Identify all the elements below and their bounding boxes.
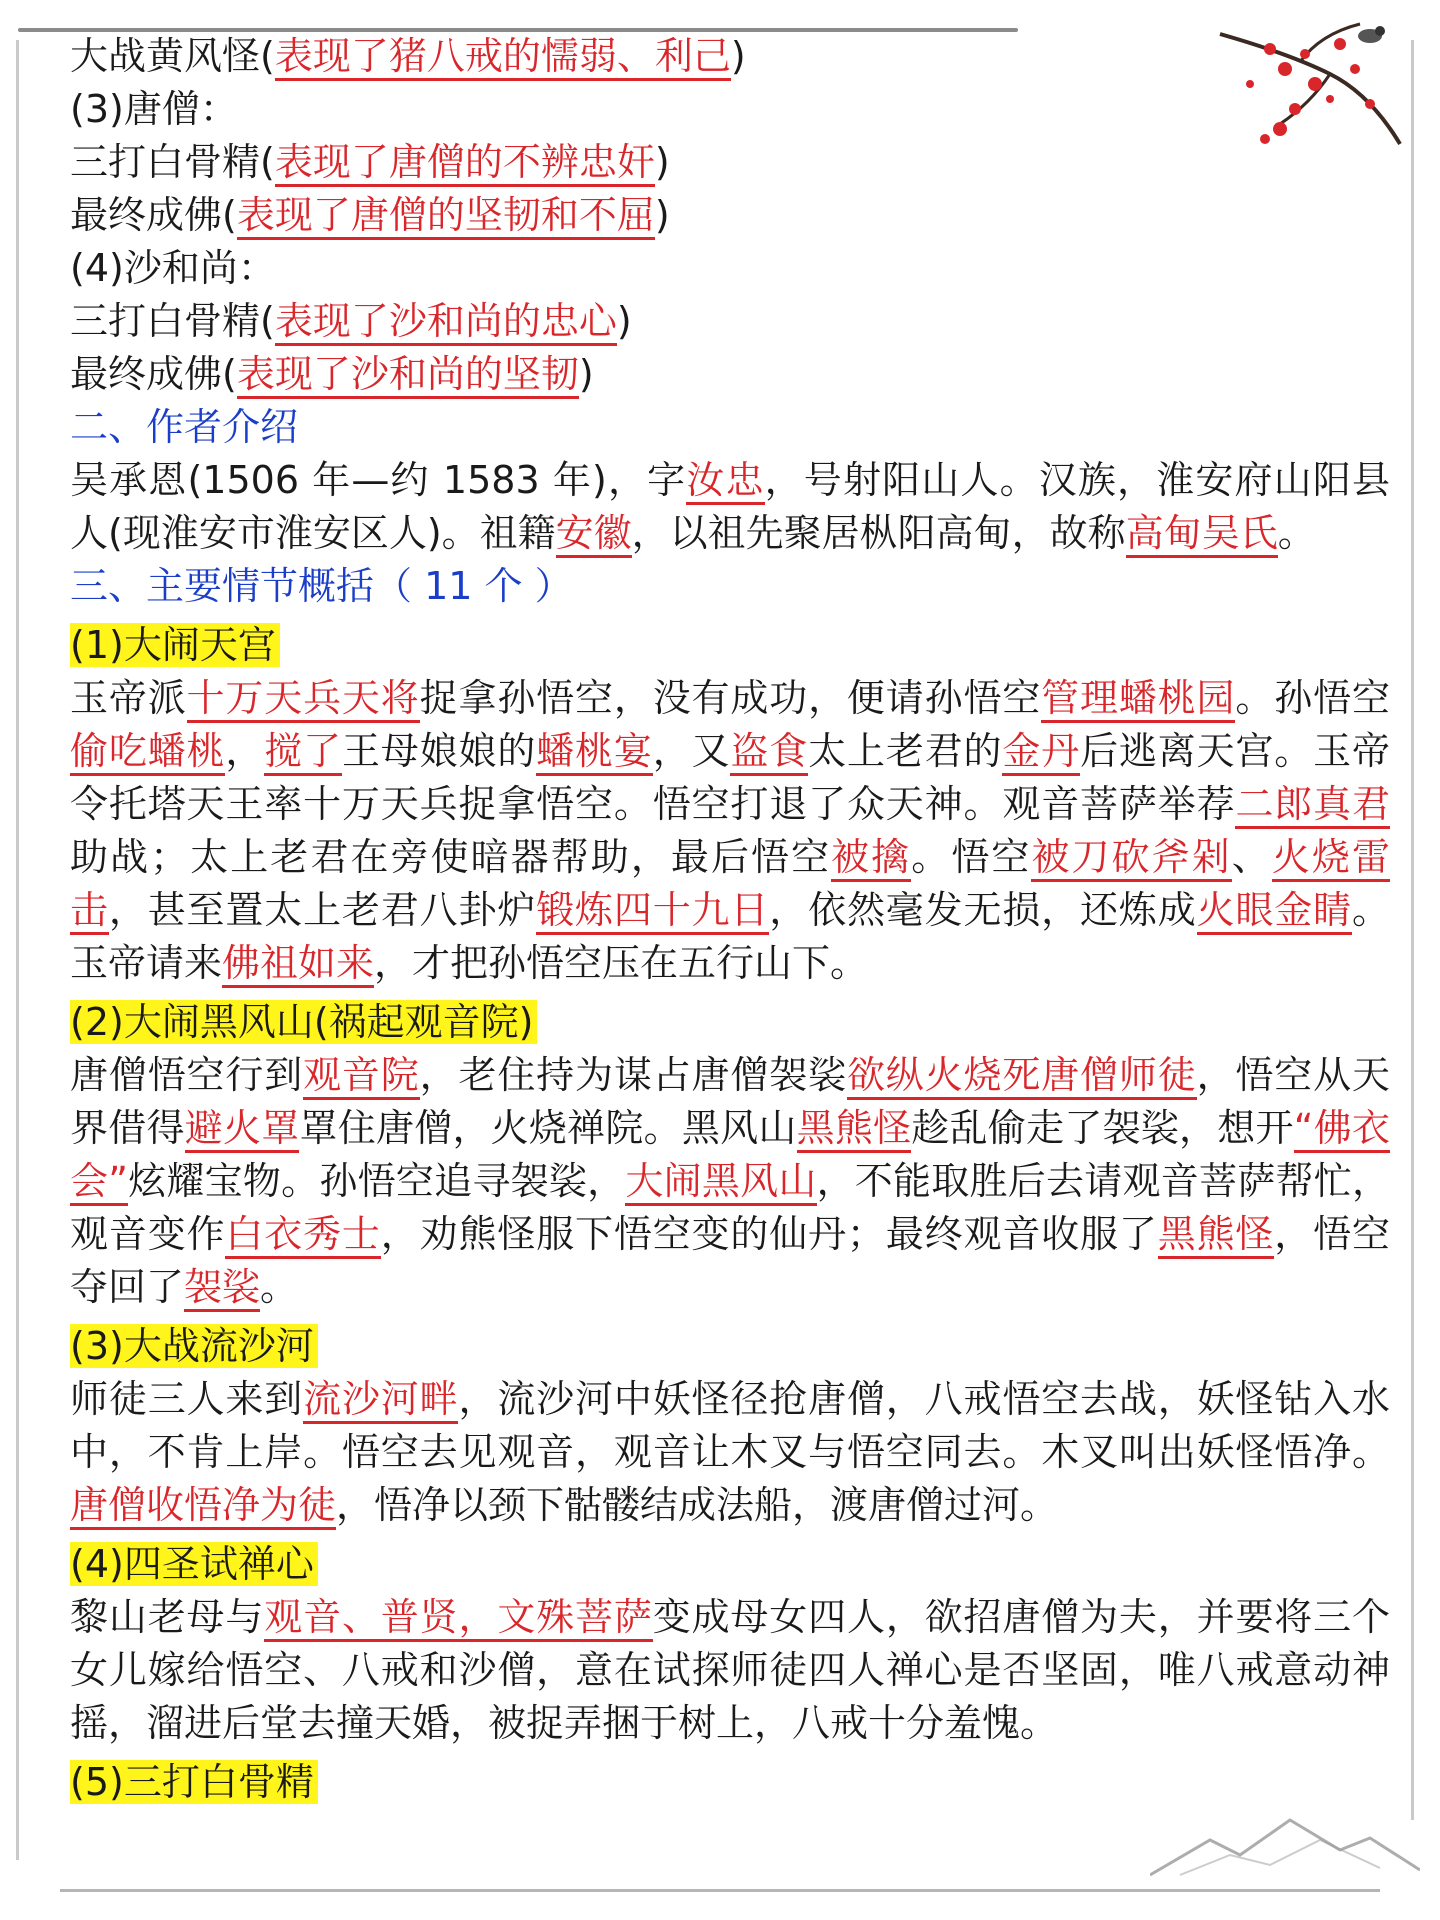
text: ) [578,352,594,396]
text: ，不能取胜后去请观音菩萨帮忙，观音变作 [70,1159,1390,1256]
text: ) [654,193,670,237]
text: 三打白骨精( [70,299,275,343]
key-phrase: 火烧雷击 [70,835,1390,935]
brush-border-bottom [60,1889,1380,1892]
text: 后逃离天宫。玉帝令托塔天王率十万天兵捉拿悟空。悟空打退了众天神。观音菩萨举荐 [70,729,1390,826]
key-phrase: 袈裟 [184,1265,260,1312]
key-phrase: 流沙河畔 [303,1377,458,1424]
section-title: 二、作者介绍 [70,405,299,449]
text: 、 [1231,835,1272,879]
text-line [70,295,1390,348]
text: 。悟空 [911,835,1032,879]
key-phrase: 白衣秀士 [225,1212,380,1259]
text: ，号射阳山人。汉族，淮安府山阳县人(现淮安市淮安区人)。祖籍 [70,458,1390,555]
key-phrase: “佛衣会” [70,1106,1390,1206]
text: 。玉帝请来 [70,888,1390,985]
text: 大战黄风怪( [70,34,275,78]
key-phrase: 金丹 [1002,729,1080,776]
document-body [70,30,1390,1809]
text: 。 [1277,511,1316,555]
key-phrase: 管理蟠桃园 [1041,676,1235,723]
key-phrase: 佛祖如来 [222,941,374,988]
text: ，依然毫发无损，还炼成 [769,888,1197,932]
text: 变成母女四人，欲招唐僧为夫，并要将三个女儿嫁给悟空、八戒和沙僧，意在试探师徒四人禅心是否坚固，唯八戒意动神摇，溜进后堂去撞天婚，被捉弄捆于树上，八戒十分羞愧。 [70,1595,1390,1745]
text: ，才把孙悟空压在五行山下。 [374,941,869,985]
text: 炫耀宝物。孙悟空追寻袈裟， [127,1159,626,1203]
plot-heading: (1)大闹天宫 [70,623,280,667]
key-phrase: 表现了唐僧的坚韧和不屈 [237,193,655,240]
key-phrase: 黑熊怪 [1158,1212,1275,1259]
key-phrase: 安徽 [556,511,632,558]
key-phrase: 黑熊怪 [797,1106,912,1153]
key-phrase: 偷吃蟠桃 [70,729,225,776]
key-phrase: 蟠桃宴 [536,729,653,776]
plot-heading: (2)大闹黑风山(祸起观音院) [70,1000,537,1044]
text: ，又 [652,729,731,773]
key-phrase: 观音、普贤，文殊菩萨 [264,1595,652,1642]
brush-border-right [1411,40,1414,1820]
key-phrase: 观音院 [303,1053,420,1100]
plot-paragraph [70,1591,1390,1750]
text-line [70,136,1390,189]
text: ，劝熊怪服下悟空变的仙丹；最终观音收服了 [380,1212,1158,1256]
text: 玉帝派 [70,676,187,720]
key-phrase: 表现了唐僧的不辨忠奸 [275,140,655,187]
text-line [70,30,1390,83]
key-phrase: 表现了沙和尚的坚韧 [237,352,579,399]
text: ) [730,34,746,78]
key-phrase: 十万天兵天将 [187,676,420,723]
text: 王母娘娘的 [341,729,537,773]
text: 吴承恩(1506 年—约 1583 年)，字 [70,458,687,502]
plot-heading: (5)三打白骨精 [70,1760,318,1804]
text: 师徒三人来到 [70,1377,304,1421]
text: ，以祖先聚居枞阳高甸，故称 [631,511,1126,555]
text: ，悟净以颈下骷髅结成法船，渡唐僧过河。 [336,1483,1059,1527]
key-phrase: 被擒 [831,835,911,882]
key-phrase: 欲纵火烧死唐僧师徒 [847,1053,1197,1100]
plot-heading: (4)四圣试禅心 [70,1542,318,1586]
text: 最终成佛( [70,352,237,396]
text-line [70,348,1390,401]
plot-paragraph [70,1373,1390,1532]
plot-heading: (3)大战流沙河 [70,1324,318,1368]
key-phrase: 大闹黑风山 [625,1159,816,1206]
text: ) [616,299,632,343]
author-paragraph [70,454,1390,560]
text: 唐僧悟空行到 [70,1053,304,1097]
text-line [70,189,1390,242]
plot-paragraph [70,1049,1390,1314]
key-phrase: 唐僧收悟净为徒 [70,1483,336,1530]
character-heading: (4)沙和尚： [70,246,276,290]
text: ，流沙河中妖怪径抢唐僧，八戒悟空去战，妖怪钻入水中，不肯上岸。悟空去见观音，观音让木叉与悟空同去。木叉叫出妖怪悟净。 [70,1377,1390,1474]
text: ，甚至置太上老君八卦炉 [108,888,537,932]
text: 太上老君的 [808,729,1003,773]
key-phrase: 表现了沙和尚的忠心 [275,299,617,346]
section-title: 三、主要情节概括（ 11 个 ） [70,564,573,608]
text: 黎山老母与 [70,1595,265,1639]
text: 罩住唐僧，火烧禅院。黑风山 [299,1106,797,1150]
key-phrase: 锻炼四十九日 [536,888,769,935]
text: 捉拿孙悟空，没有成功，便请孙悟空 [419,676,1042,720]
key-phrase: 避火罩 [185,1106,300,1153]
text: 趁乱偷走了袈裟，想开 [911,1106,1294,1150]
key-phrase: 火眼金睛 [1197,888,1352,935]
key-phrase: 汝忠 [686,458,764,505]
text: 助战；太上老君在旁使暗器帮助，最后悟空 [70,835,832,879]
text: ，悟空夺回了 [70,1212,1390,1309]
key-phrase: 被刀砍斧剁 [1031,835,1231,882]
key-phrase: 高甸吴氏 [1126,511,1278,558]
text: ) [654,140,670,184]
text: ， [225,729,265,773]
plot-paragraph [70,672,1390,990]
text: 三打白骨精( [70,140,275,184]
text: 。孙悟空 [1235,676,1390,720]
key-phrase: 表现了猪八戒的懦弱、利己 [275,34,731,81]
key-phrase: 盗食 [730,729,808,776]
text: 最终成佛( [70,193,237,237]
character-heading: (3)唐僧： [70,87,238,131]
text: 。 [260,1265,299,1309]
key-phrase: 二郎真君 [1235,782,1390,829]
ink-mountain-icon [1150,1810,1420,1880]
text: ，老住持为谋占唐僧袈裟 [419,1053,847,1097]
brush-border-left [16,40,19,1860]
key-phrase: 搅了 [264,729,342,776]
text: ，悟空从天界借得 [70,1053,1390,1150]
